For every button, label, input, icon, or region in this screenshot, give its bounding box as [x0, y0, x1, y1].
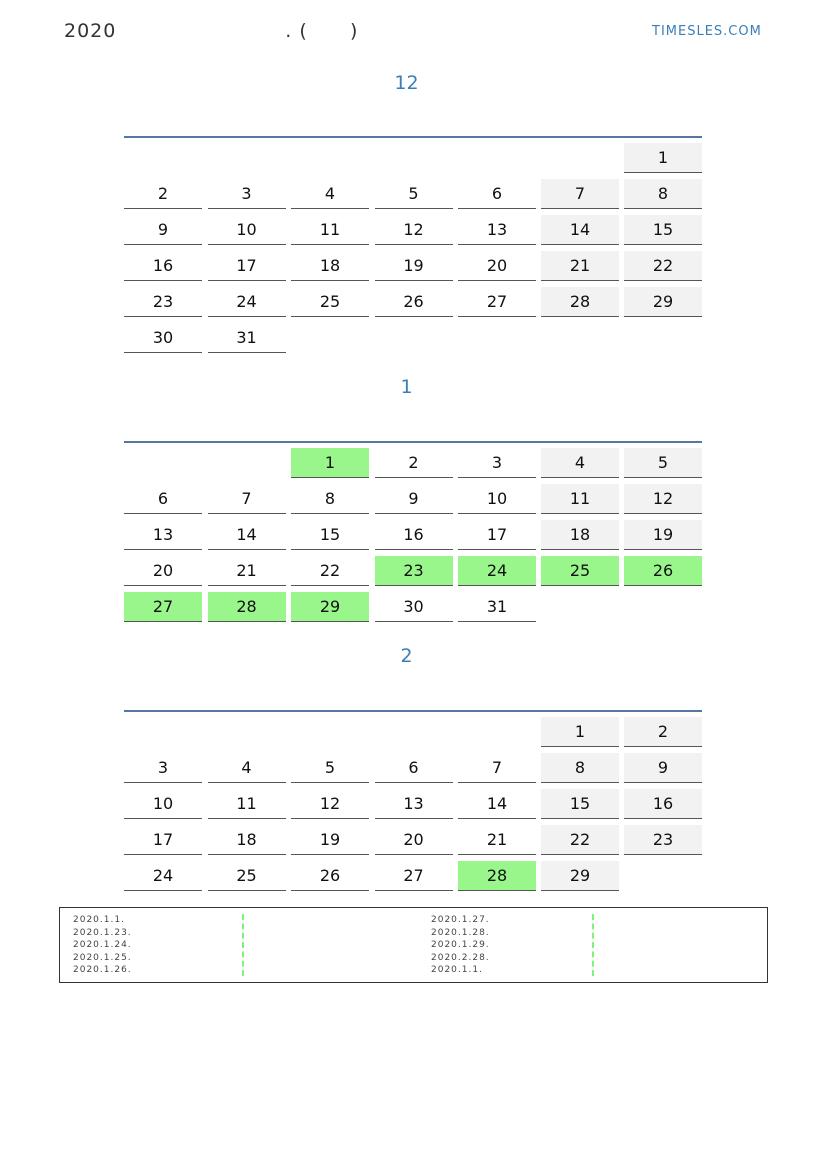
calendar-day: 13 [124, 520, 202, 550]
calendar-day: 9 [624, 753, 702, 783]
note-right-2: 2020.1.28. [431, 927, 490, 938]
calendar-day: 23 [624, 825, 702, 855]
calendar-day: 12 [291, 789, 369, 819]
holiday-notes [59, 907, 768, 983]
calendar-day: 11 [208, 789, 286, 819]
calendar-day: 8 [291, 484, 369, 514]
calendar-day: 5 [624, 448, 702, 478]
calendar-day: 13 [458, 215, 536, 245]
calendar-day: 6 [124, 484, 202, 514]
calendar-day: 21 [458, 825, 536, 855]
calendar-day: 23 [124, 287, 202, 317]
calendar-day: 19 [624, 520, 702, 550]
calendar-day: 28 [541, 287, 619, 317]
calendar-day: 19 [291, 825, 369, 855]
calendar-day: 27 [458, 287, 536, 317]
calendar-day: 14 [208, 520, 286, 550]
calendar-day: 20 [375, 825, 453, 855]
calendar-day: 19 [375, 251, 453, 281]
calendar-day: 4 [208, 753, 286, 783]
calendar-day: 30 [124, 323, 202, 353]
calendar-day: 6 [375, 753, 453, 783]
note-left-5: 2020.1.26. [73, 965, 132, 975]
calendar-day: 14 [541, 215, 619, 245]
note-right-4: 2020.2.28. [431, 952, 490, 963]
calendar-day: 20 [124, 556, 202, 586]
calendar-day: 7 [208, 484, 286, 514]
calendar-day: 15 [291, 520, 369, 550]
calendar-day: 17 [124, 825, 202, 855]
calendar-day: 22 [624, 251, 702, 281]
calendar-day: 23 [375, 556, 453, 586]
note-right-5: 2020.1.1. [431, 965, 483, 975]
calendar-day: 3 [124, 753, 202, 783]
month-divider [124, 710, 702, 712]
calendar-day: 26 [624, 556, 702, 586]
calendar-day: 10 [208, 215, 286, 245]
month-title: 2 [400, 645, 413, 667]
calendar-day: 15 [624, 215, 702, 245]
calendar-day: 31 [208, 323, 286, 353]
month-title: 12 [394, 72, 419, 94]
calendar-day: 12 [624, 484, 702, 514]
calendar-day: 11 [291, 215, 369, 245]
note-left-3: 2020.1.24. [73, 940, 132, 950]
calendar-day: 24 [458, 556, 536, 586]
calendar-day: 22 [291, 556, 369, 586]
calendar-day: 3 [458, 448, 536, 478]
calendar-day: 4 [291, 179, 369, 209]
holiday-marker-left [242, 914, 246, 976]
calendar-day: 18 [291, 251, 369, 281]
calendar-day: 17 [208, 251, 286, 281]
calendar-day: 13 [375, 789, 453, 819]
calendar-day: 25 [291, 287, 369, 317]
calendar-day: 21 [208, 556, 286, 586]
calendar-day: 24 [208, 287, 286, 317]
calendar-day: 28 [208, 592, 286, 622]
calendar-day: 20 [458, 251, 536, 281]
month-divider [124, 441, 702, 443]
calendar-day: 25 [541, 556, 619, 586]
calendar-day: 15 [541, 789, 619, 819]
site-link[interactable]: TIMESLES.COM [652, 24, 762, 39]
calendar-day: 7 [458, 753, 536, 783]
calendar-day: 4 [541, 448, 619, 478]
calendar-day: 18 [541, 520, 619, 550]
note-right-3: 2020.1.29. [431, 940, 490, 950]
calendar-day: 22 [541, 825, 619, 855]
calendar-day: 28 [458, 861, 536, 891]
calendar-day: 6 [458, 179, 536, 209]
calendar-day: 30 [375, 592, 453, 622]
calendar-day: 12 [375, 215, 453, 245]
calendar-day: 10 [124, 789, 202, 819]
calendar-day: 1 [291, 448, 369, 478]
calendar-day: 2 [124, 179, 202, 209]
note-left-1: 2020.1.1. [73, 915, 125, 925]
calendar-day: 8 [624, 179, 702, 209]
calendar-day: 24 [124, 861, 202, 891]
calendar-day: 8 [541, 753, 619, 783]
calendar-day: 16 [124, 251, 202, 281]
month-title: 1 [400, 376, 413, 398]
note-left-4: 2020.1.25. [73, 952, 132, 963]
calendar-day: 29 [541, 861, 619, 891]
month-divider [124, 136, 702, 138]
calendar-day: 2 [375, 448, 453, 478]
holiday-marker-right [592, 914, 596, 976]
calendar-day: 18 [208, 825, 286, 855]
calendar-day: 17 [458, 520, 536, 550]
calendar-day: 5 [291, 753, 369, 783]
note-right-1: 2020.1.27. [431, 915, 490, 925]
calendar-day: 26 [291, 861, 369, 891]
calendar-day: 3 [208, 179, 286, 209]
calendar-day: 7 [541, 179, 619, 209]
calendar-day: 27 [124, 592, 202, 622]
page-title: 2020 . ( ) [64, 20, 359, 42]
calendar-day: 25 [208, 861, 286, 891]
calendar-day: 16 [375, 520, 453, 550]
calendar-day: 27 [375, 861, 453, 891]
calendar-day: 31 [458, 592, 536, 622]
calendar-day: 21 [541, 251, 619, 281]
note-left-2: 2020.1.23. [73, 927, 132, 938]
calendar-day: 1 [624, 143, 702, 173]
calendar-day: 14 [458, 789, 536, 819]
calendar-day: 5 [375, 179, 453, 209]
calendar-day: 26 [375, 287, 453, 317]
calendar-day: 11 [541, 484, 619, 514]
calendar-day: 9 [375, 484, 453, 514]
calendar-day: 9 [124, 215, 202, 245]
calendar-day: 29 [291, 592, 369, 622]
calendar-day: 16 [624, 789, 702, 819]
calendar-day: 1 [541, 717, 619, 747]
calendar-day: 2 [624, 717, 702, 747]
calendar-day: 29 [624, 287, 702, 317]
calendar-day: 10 [458, 484, 536, 514]
